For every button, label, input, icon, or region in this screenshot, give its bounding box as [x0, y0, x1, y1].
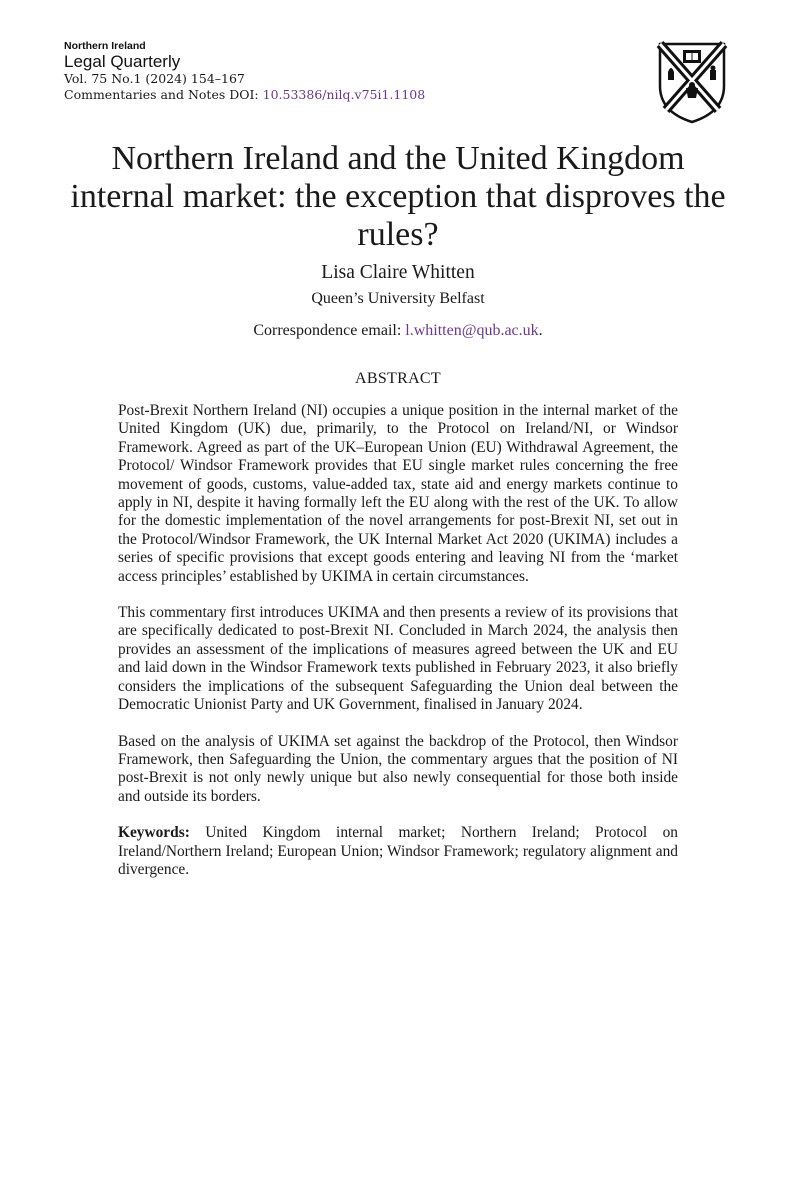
crest-motto: ESTD 1845 [678, 111, 706, 117]
author-affiliation: Queen’s University Belfast [311, 290, 485, 307]
doi-label: Commentaries and Notes DOI: [64, 87, 263, 102]
journal-masthead [64, 40, 584, 103]
journal-volume: Vol. 75 No.1 (2024) 154–167 [64, 71, 245, 86]
email-link[interactable]: l.whitten@qub.ac.uk [405, 322, 539, 339]
correspondence-email-line [0, 322, 796, 340]
abstract-paragraph-2: This commentary first introduces UKIMA and then presents a review of its provisions that are specifically dedicated to post-Brexit NI. Concluded in March 2024, the analysis then provides an assessment of the implications of measures agreed between the UK and EU and laid down in the Windsor Framework texts published in February 2023, it also briefly considers the implications of the subsequent Safeguarding the Union deal between the Democratic Unionist Party and UK Government, finalised in January 2024. [118, 604, 678, 714]
abstract-body [118, 402, 678, 897]
email-label: Correspondence email: [253, 322, 406, 339]
keywords-text: United Kingdom internal market; Northern Ireland; Protocol on Ireland/Northern Ireland; European Union; Windsor Framework; regulatory alignment and divergence. [118, 824, 678, 878]
abstract-paragraph-1: Post-Brexit Northern Ireland (NI) occupies a unique position in the internal market of the United Kingdom (UK) due, primarily, to the Protocol on Ireland/NI, or Windsor Framework. Agreed as part of the UK–European Union (EU) Withdrawal Agreement, the Protocol/ Windsor Framework provides that EU single market rules concerning the free movement of goods, customs, value-added tax, state aid and energy markets continue to apply in NI, despite it having formally left the EU along with the rest of the UK. To allow for the domestic implementation of the novel arrangements for post-Brexit NI, set out in the Protocol/Windsor Framework, the UK Internal Market Act 2020 (UKIMA) includes a series of specific provisions that except goods entering and leaving NI from the ‘market access principles’ established by UKIMA in certain circumstances. [118, 402, 678, 585]
journal-name: Legal Quarterly [64, 52, 181, 71]
keywords-label: Keywords: [118, 824, 190, 842]
abstract-heading: ABSTRACT [355, 370, 441, 387]
email-period: . [538, 322, 543, 339]
article-author: Lisa Claire Whitten [321, 262, 475, 283]
keywords-paragraph [118, 824, 678, 879]
journal-doi-line [64, 87, 584, 103]
article-title: Northern Ireland and the United Kingdom internal market: the exception that disproves the rules? [70, 140, 726, 253]
doi-link[interactable]: 10.53386/nilq.v75i1.1108 [262, 87, 426, 102]
university-crest-icon [656, 40, 728, 124]
journal-name-small: Northern Ireland [64, 40, 146, 52]
abstract-paragraph-3: Based on the analysis of UKIMA set against the backdrop of the Protocol, then Windsor Framework, then Safeguarding the Union, the commentary argues that the position of NI post-Brexit is not only newly unique but also newly consequential for those both inside and outside its borders. [118, 732, 678, 805]
